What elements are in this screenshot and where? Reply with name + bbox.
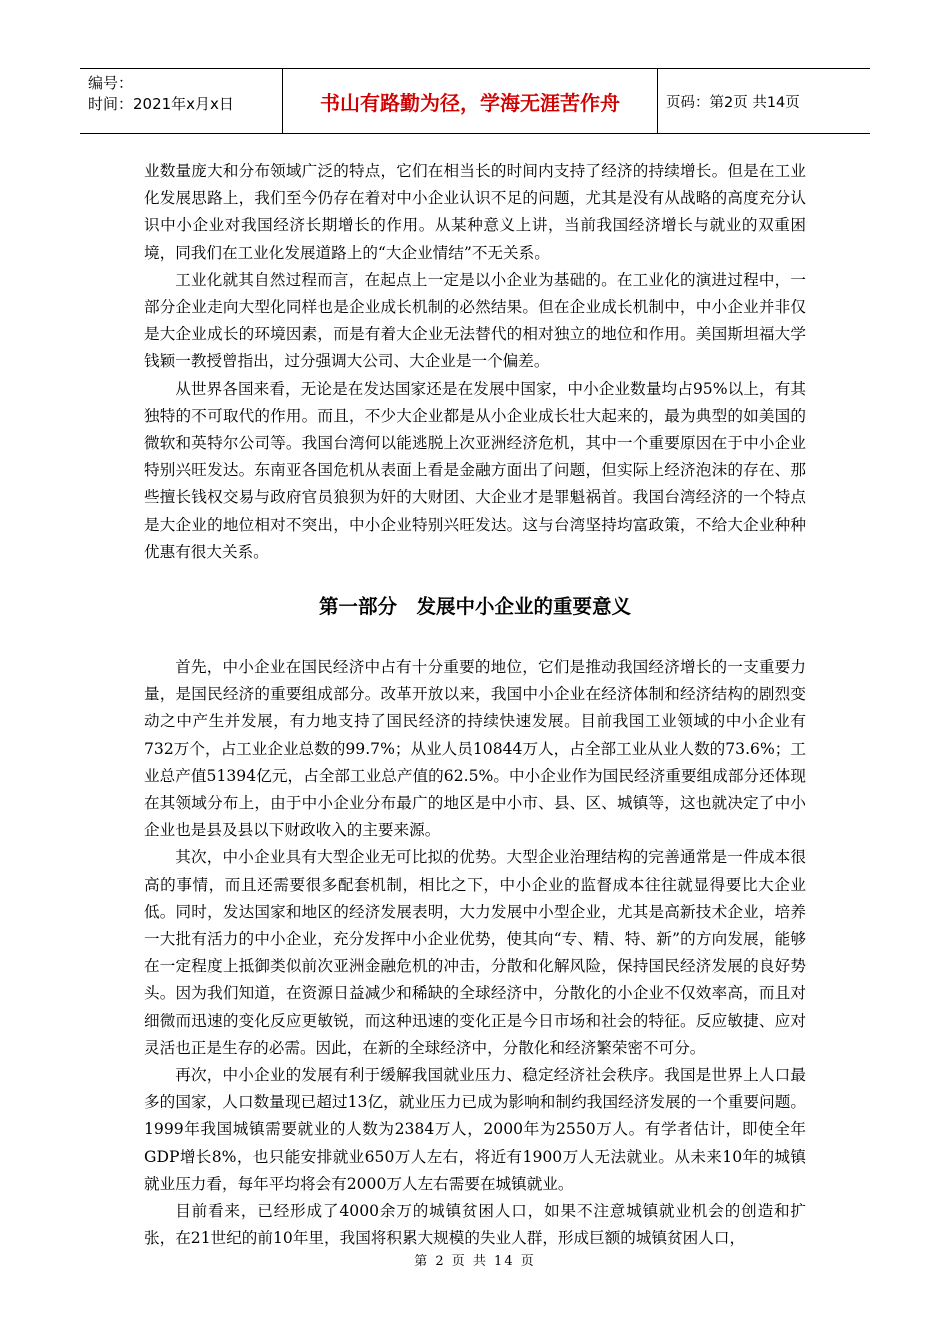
header-number: 编号：	[88, 74, 134, 92]
paragraph: 从世界各国来看，无论是在发达国家还是在发展中国家，中小企业数量均占95%以上，有其独特的不可取代的作用。而且，不少大企业都是从小企业成长壮大起来的，最为典型的如美国的微软和英特尔公司等。我国台湾何以能逃脱上次亚洲经济危机，其中一个重要原因在于中小企业特别兴旺发达。东南亚各国危机从表面上看是金融方面出了问题，但实际上经济泡沫的存在、那些擅长钱权交易与政府官员狼狈为奸的大财团、大企业才是罪魁祸首。我国台湾经济的一个特点是大企业的地位相对不突出，中小企业特别兴旺发达。这与台湾坚持均富政策，不给大企业种种优惠有很大关系。	[144, 379, 806, 561]
body-text-bottom	[144, 654, 806, 1252]
paragraph: 再次，中小企业的发展有利于缓解我国就业压力、稳定经济社会秩序。我国是世界上人口最多的国家，人口数量现已超过13亿，就业压力已成为影响和制约我国经济发展的一个重要问题。1999年我国城镇需要就业的人数为2384万人，2000年为2550万人。有学者估计，即使全年GDP增长8%，也只能安排就业650万人左右，将近有1900万人无法就业。从未来10年的城镇就业压力看，每年平均将会有2000万人左右需要在城镇就业。	[144, 1066, 806, 1193]
page-footer: 第 2 页 共 14 页	[414, 1254, 536, 1269]
paragraph: 目前看来，已经形成了4000余万的城镇贫困人口，如果不注意城镇就业机会的创造和扩张，在21世纪的前10年里，我国将积累大规模的失业人群，形成巨额的城镇贫困人口，	[144, 1202, 806, 1248]
header-page-number: 页码：第2页 共14页	[666, 94, 800, 111]
page-header	[80, 68, 870, 134]
body-text-top	[144, 158, 806, 566]
paragraph: 其次，中小企业具有大型企业无可比拟的优势。大型企业治理结构的完善通常是一件成本很高的事情，而且还需要很多配套机制，相比之下，中小企业的监督成本往往就显得要比大企业低。同时，发达国家和地区的经济发展表明，大力发展中小型企业，尤其是高新技术企业，培养一大批有活力的中小企业，充分发挥中小企业优势，使其向“专、精、特、新”的方向发展，能够在一定程度上抵御类似前次亚洲金融危机的冲击，分散和化解风险，保持国民经济发展的良好势头。因为我们知道，在资源日益减少和稀缺的全球经济中，分散化的小企业不仅效率高，而且对细微而迅速的变化反应更敏锐，而这种迅速的变化正是今日市场和社会的特征。反应敏捷、应对灵活也正是生存的必需。因此，在新的全球经济中，分散化和经济繁荣密不可分。	[144, 848, 806, 1057]
header-motto: 书山有路勤为径，学海无涯苦作舟	[283, 69, 658, 133]
paragraph: 首先，中小企业在国民经济中占有十分重要的地位，它们是推动我国经济增长的一支重要力量，是国民经济的重要组成部分。改革开放以来，我国中小企业在经济体制和经济结构的剧烈变动之中产生并发展，有力地支持了国民经济的持续快速发展。目前我国工业领域的中小企业有732万个，占工业企业总数的99.7%；从业人员10844万人，占全部工业从业人数的73.6%；工业总产值51394亿元，占全部工业总产值的62.5%。中小企业作为国民经济重要组成部分还体现在其领域分布上，由于中小企业分布最广的地区是中小市、县、区、城镇等，这也就决定了中小企业也是县及县以下财政收入的主要来源。	[144, 658, 806, 840]
paragraph: 工业化就其自然过程而言，在起点上一定是以小企业为基础的。在工业化的演进过程中，一部分企业走向大型化同样也是企业成长机制的必然结果。但在企业成长机制中，中小企业并非仅是大企业成长的环境因素，而是有着大企业无法替代的相对独立的地位和作用。美国斯坦福大学钱颖一教授曾指出，过分强调大公司、大企业是一个偏差。	[144, 270, 806, 371]
section-title: 第一部分 发展中小企业的重要意义	[318, 595, 631, 618]
paragraph: 业数量庞大和分布领域广泛的特点，它们在相当长的时间内支持了经济的持续增长。但是在工业化发展思路上，我们至今仍存在着对中小企业认识不足的问题，尤其是没有从战略的高度充分认识中小企业对我国经济长期增长的作用。从某种意义上讲，当前我国经济增长与就业的双重困境，同我们在工业化发展道路上的“大企业情结”不无关系。	[144, 162, 806, 262]
header-meta	[80, 69, 283, 133]
header-time: 时间：2021年x月x日	[88, 95, 234, 113]
